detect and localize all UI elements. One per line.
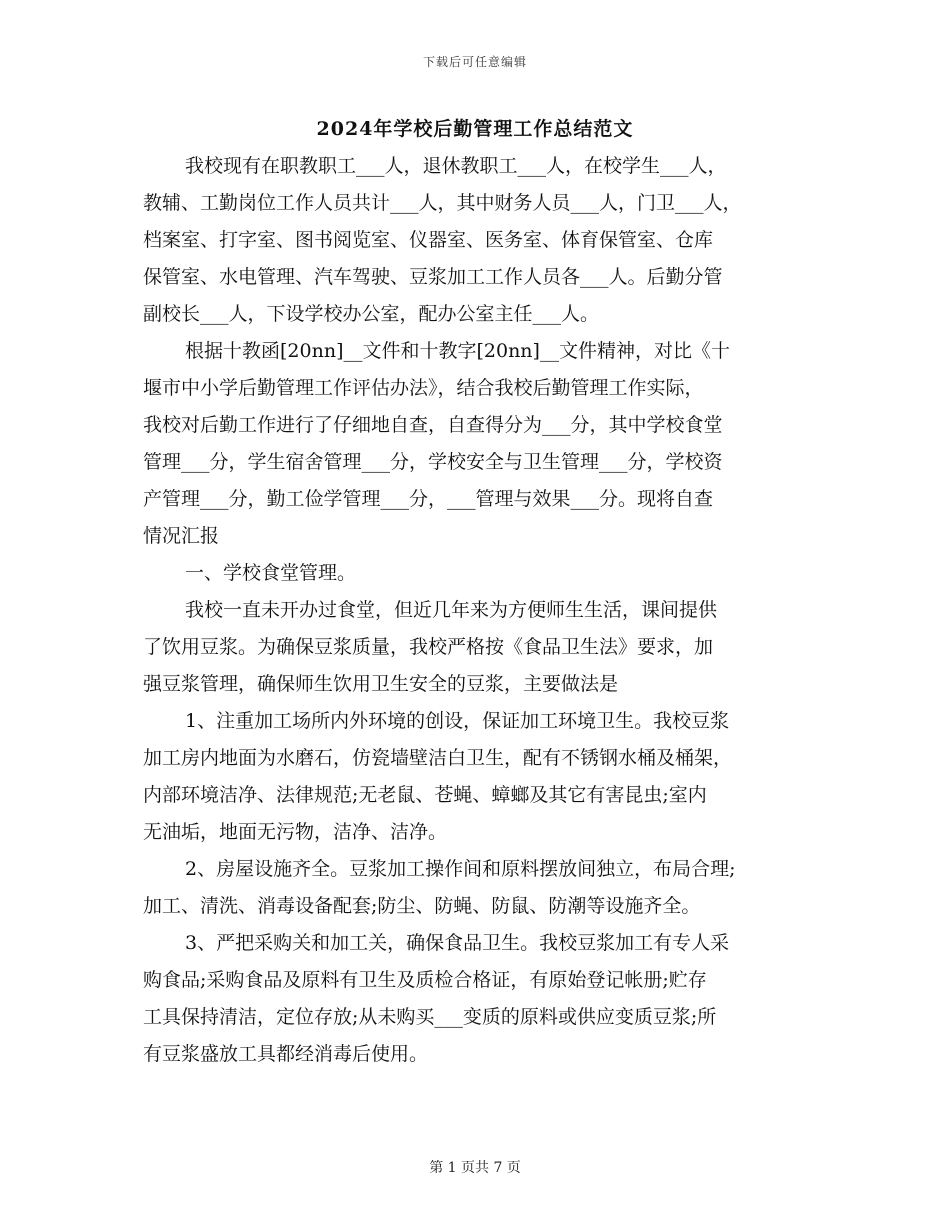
text-line: 一、学校食堂管理。 <box>185 562 357 584</box>
text-line: 加工、清洗、消毒设备配套;防尘、防蝇、防鼠、防潮等设施齐全。 <box>143 895 701 917</box>
text-line: 我校现有在职教职工___人，退休教职工___人，在校学生___人， <box>185 155 727 177</box>
text-line: 3、严把采购关和加工关，确保食品卫生。我校豆浆加工有专人采 <box>185 932 730 954</box>
text-line: 管理___分，学生宿舍管理___分，学校安全与卫生管理___分，学校资 <box>143 451 723 473</box>
text-line: 了饮用豆浆。为确保豆浆质量，我校严格按《食品卫生法》要求，加 <box>143 636 714 658</box>
text-line: 强豆浆管理，确保师生饮用卫生安全的豆浆，主要做法是 <box>143 673 619 695</box>
text-line: 档案室、打字室、图书阅览室、仪器室、医务室、体育保管室、仓库 <box>143 229 714 251</box>
text-line: 情况汇报 <box>143 525 220 547</box>
page-number: 第 1 页共 7 页 <box>429 1160 521 1176</box>
text-line: 我校一直未开办过食堂，但近几年来为方便师生生活，课间提供 <box>185 599 718 621</box>
text-line: 无油垢，地面无污物，洁净、洁净。 <box>143 821 448 843</box>
text-line: 教辅、工勤岗位工作人员共计___人，其中财务人员___人，门卫___人， <box>143 192 742 214</box>
text-line: 加工房内地面为水磨石，仿瓷墙壁洁白卫生，配有不锈钢水桶及桶架， <box>143 747 733 769</box>
text-line: 1、注重加工场所内外环境的创设，保证加工环境卫生。我校豆浆 <box>185 710 730 732</box>
text-line: 有豆浆盛放工具都经消毒后使用。 <box>143 1043 429 1065</box>
text-line: 产管理___分，勤工俭学管理___分，___管理与效果___分。现将自查 <box>143 488 714 510</box>
text-line: 购食品;采购食品及原料有卫生及质检合格证，有原始登记帐册;贮存 <box>143 969 707 991</box>
text-line: 内部环境洁净、法律规范;无老鼠、苍蝇、蟑螂及其它有害昆虫;室内 <box>143 784 707 806</box>
text-line: 工具保持清洁，定位存放;从未购买___变质的原料或供应变质豆浆;所 <box>143 1006 717 1028</box>
text-line: 保管室、水电管理、汽车驾驶、豆浆加工工作人员各___人。后勤分管 <box>143 266 723 288</box>
header-note: 下载后可任意编辑 <box>422 55 527 69</box>
text-line: 2、房屋设施齐全。豆浆加工操作间和原料摆放间独立，布局合理; <box>185 858 736 880</box>
document-body <box>143 148 815 1073</box>
text-line: 堰市中小学后勤管理工作评估办法》，结合我校后勤管理工作实际， <box>143 377 704 399</box>
text-line: 副校长___人，下设学校办公室，配办公室主任___人。 <box>143 303 600 325</box>
text-line: 我校对后勤工作进行了仔细地自查，自查得分为___分，其中学校食堂 <box>143 414 723 436</box>
document-title: 2024年学校后勤管理工作总结范文 <box>316 118 634 140</box>
text-line: 根据十教函[20nn]__文件和十教字[20nn]__文件精神，对比《十 <box>185 340 730 362</box>
